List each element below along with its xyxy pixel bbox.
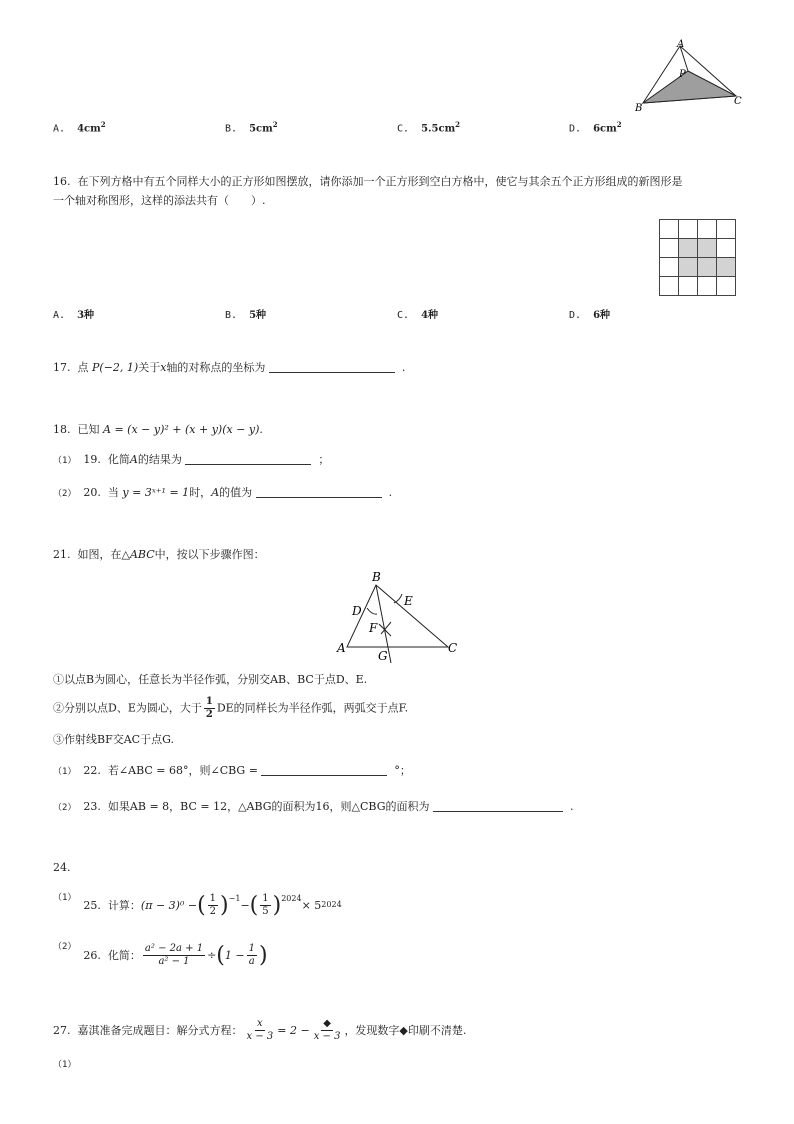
triangle-construction-figure xyxy=(336,570,462,666)
label-G: G xyxy=(378,649,388,663)
q15-option-d: D. $6cm^2$ xyxy=(569,120,622,135)
q21-step2: ②分别以点D、E为圆心，大于 $\frac{1}{2}$ DE的同样长为半径作弧，两弧交于点F. xyxy=(53,696,409,720)
q15-option-c: C. $5.5cm^2$ xyxy=(397,120,461,135)
grid-cell-empty xyxy=(717,220,736,239)
q23-text: （2） 23. 如果AB = 8，BC = 12，△ABG的面积为16，则△CBG的面积为 . xyxy=(53,800,574,813)
fraction-one-half: $\frac{1}{2}$ xyxy=(205,696,213,720)
q22-answer-blank[interactable] xyxy=(261,763,387,776)
label-B: B xyxy=(635,103,643,113)
q21-step1: ①以点B为圆心，任意长为半径作弧，分别交AB、BC于点D、E. xyxy=(53,673,368,686)
grid-cell-empty xyxy=(698,277,717,296)
q17-text: 17. 点 P(−2, 1)关于x轴的对称点的坐标为 . xyxy=(53,361,406,374)
q21-text: 21. 如图，在△ABC中，按以下步骤作图： xyxy=(53,548,265,561)
q16-option-c: C. 4种 xyxy=(397,310,439,321)
grid-cell-empty xyxy=(717,239,736,258)
label-E: E xyxy=(404,594,413,608)
triangle-figure-q15 xyxy=(630,38,745,113)
label-F: F xyxy=(369,621,378,635)
q25-text: （1） 25. 计算： (π − 3)⁰ − ( $\frac{1}{2}$ ) $^{-1}$ − ( $\frac{1}{5}$ ) $^{2024}$ × 5 2024 xyxy=(53,892,342,918)
grid-cell-empty xyxy=(660,220,679,239)
label-P: P xyxy=(679,69,686,80)
q19-text: （1） 19. 化简A的结果为 ； xyxy=(53,453,330,466)
q15-option-a: A. $4cm^2$ xyxy=(53,120,106,135)
q16-line1: 16. 在下列方格中有五个同样大小的正方形如图摆放，请你添加一个正方形到空白方格中，使它与其余五个正方形组成的新图形是 xyxy=(53,175,683,188)
grid-cell-empty xyxy=(660,239,679,258)
q20-answer-blank[interactable] xyxy=(256,485,382,498)
label-A: A xyxy=(677,39,685,50)
label-C: C xyxy=(734,96,742,107)
q22-text: （1） 22. 若∠ABC = 68°，则∠CBG = °； xyxy=(53,764,411,777)
q26-text: （2） 26. 化简： $\frac{\text{a² − 2a + 1}}{\text{a² − 1}}$ ÷ ( 1 − $\frac{1}{a}$ ) xyxy=(53,942,268,968)
grid-cell-empty xyxy=(660,277,679,296)
label-C: C xyxy=(448,641,458,655)
grid-cell-empty xyxy=(679,277,698,296)
grid-cell-filled xyxy=(698,239,717,258)
grid-cell-filled xyxy=(679,239,698,258)
grid-cell-empty xyxy=(717,277,736,296)
q16-option-a: A. 3种 xyxy=(53,310,95,321)
q16-option-d: D. 6种 xyxy=(569,310,611,321)
q23-answer-blank[interactable] xyxy=(433,799,563,812)
label-D: D xyxy=(352,604,362,618)
q16-grid xyxy=(659,219,736,296)
grid-cell-filled xyxy=(717,258,736,277)
grid-cell-filled xyxy=(679,258,698,277)
grid-cell-empty xyxy=(698,220,717,239)
q16-line2: 一个轴对称图形，这样的添法共有（ ）. xyxy=(53,194,266,207)
grid-cell-empty xyxy=(679,220,698,239)
q16-option-b: B. 5种 xyxy=(225,310,267,321)
q20-text: （2） 20. 当 y = 3ˣ⁺¹ = 1时，A的值为 . xyxy=(53,486,393,499)
label-A: A xyxy=(337,641,346,655)
q24-number: 24. xyxy=(53,861,71,874)
q17-answer-blank[interactable] xyxy=(269,360,395,373)
grid-cell-empty xyxy=(660,258,679,277)
q19-answer-blank[interactable] xyxy=(185,452,311,465)
q18-text: 18. 已知 A = (x − y)² + (x + y)(x − y). xyxy=(53,423,263,436)
q21-step3: ③作射线BF交AC于点G. xyxy=(53,733,174,746)
q27-text: 27. 嘉淇准备完成题目：解分式方程： $\frac{x}{x - 3}$ = 2 − $\frac{◆}{x - 3}$ ，发现数字◆印刷不清楚. xyxy=(53,1017,467,1042)
q27-sub1-tag: （1） xyxy=(53,1060,77,1070)
grid-cell-filled xyxy=(698,258,717,277)
q15-option-b: B. $5cm^2$ xyxy=(225,120,278,135)
label-B: B xyxy=(372,570,381,584)
